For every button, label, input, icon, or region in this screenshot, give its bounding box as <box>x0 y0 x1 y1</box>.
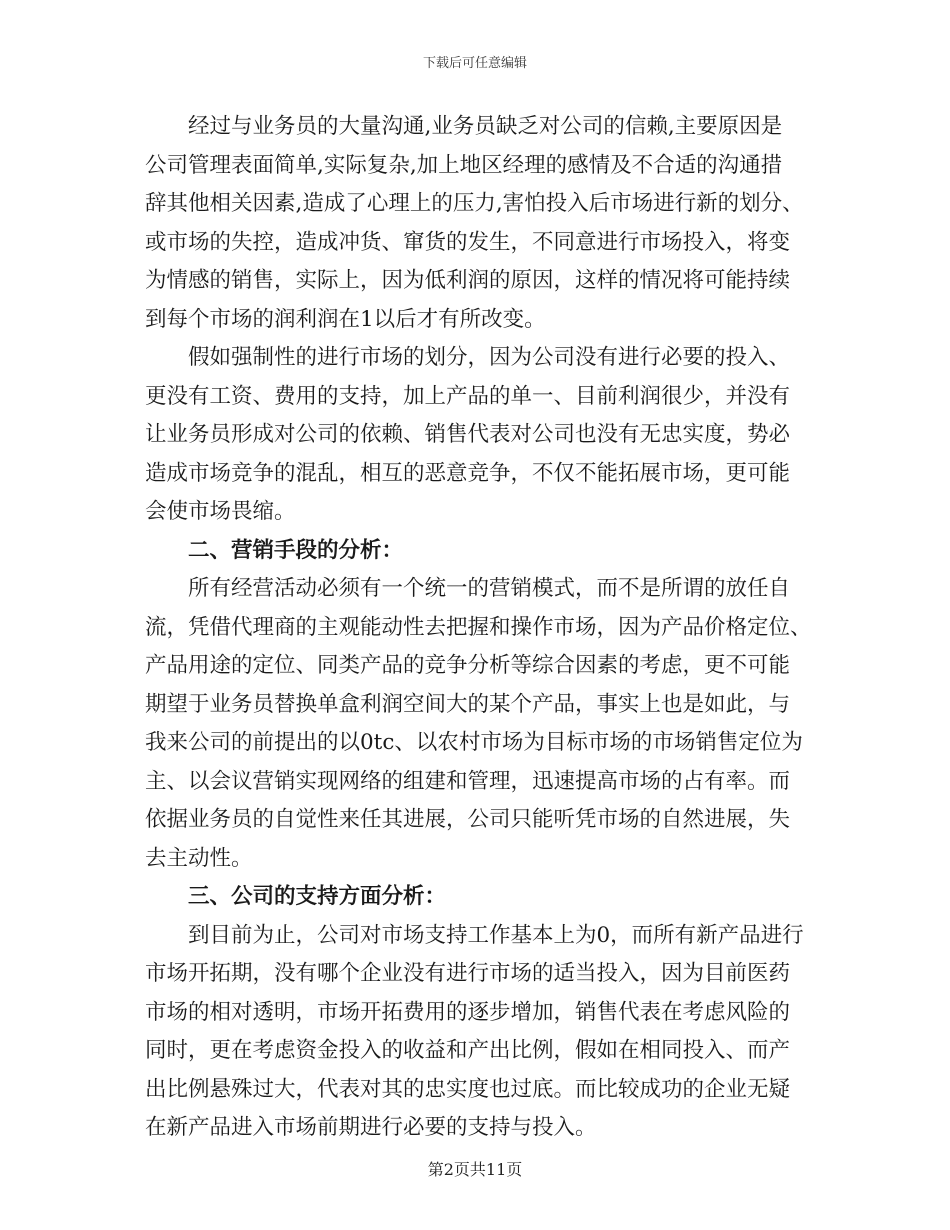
paragraph-line: 主、以会议营销实现网络的组建和管理，迅速提高市场的占有率。而 <box>145 768 791 794</box>
paragraph-line: 我来公司的前提出的以0tc、以农村市场为目标市场的市场销售定位为 <box>145 730 803 755</box>
page-header: 下载后可任意编辑 <box>422 56 527 71</box>
document-body <box>145 108 815 1148</box>
paragraph-line: 让业务员形成对公司的依赖、销售代表对公司也没有无忠实度，势必 <box>145 422 791 447</box>
paragraph-line: 到目前为止，公司对市场支持工作基本上为0，而所有新产品进行 <box>188 922 804 948</box>
paragraph-line: 市场的相对透明，市场开拓费用的逐步增加，销售代表在考虑风险的 <box>145 999 791 1025</box>
paragraph-line: 造成市场竞争的混乱，相互的恶意竞争，不仅不能拓展市场，更可能 <box>145 460 791 486</box>
paragraph-line: 公司管理表面简单,实际复杂,加上地区经理的感情及不合适的沟通措 <box>145 152 783 178</box>
paragraph-line: 为情感的销售，实际上，因为低利润的原因，这样的情况将可能持续 <box>145 268 791 293</box>
paragraph-line: 出比例悬殊过大，代表对其的忠实度也过底。而比较成功的企业无疑 <box>145 1076 791 1102</box>
paragraph-line: 更没有工资、费用的支持，加上产品的单一、目前利润很少，并没有 <box>145 383 791 409</box>
paragraph-line: 辞其他相关因素,造成了心理上的压力,害怕投入后市场进行新的划分、 <box>145 191 804 216</box>
paragraph-line: 依据业务员的自觉性来任其进展，公司只能听凭市场的自然进展，失 <box>145 807 791 832</box>
paragraph-line: 期望于业务员替换单盒利润空间大的某个产品，事实上也是如此，与 <box>145 691 791 717</box>
section-heading: 三、公司的支持方面分析： <box>188 884 447 909</box>
paragraph-line: 市场开拓期，没有哪个企业没有进行市场的适当投入，因为目前医药 <box>145 961 791 986</box>
paragraph-line: 经过与业务员的大量沟通,业务员缺乏对公司的信赖,主要原因是 <box>188 114 783 139</box>
paragraph-line: 产品用途的定位、同类产品的竞争分析等综合因素的考虑，更不可能 <box>145 653 791 678</box>
paragraph-line: 所有经营活动必须有一个统一的营销模式，而不是所谓的放任自 <box>188 576 791 601</box>
paragraph-line: 或市场的失控，造成冲货、窜货的发生，不同意进行市场投入，将变 <box>145 229 791 255</box>
paragraph-line: 在新产品进入市场前期进行必要的支持与投入。 <box>145 1115 597 1140</box>
paragraph-line: 到每个市场的润利润在1以后才有所改变。 <box>145 306 546 332</box>
paragraph-line: 同时，更在考虑资金投入的收益和产出比例，假如在相同投入、而产 <box>145 1038 791 1063</box>
paragraph-line: 去主动性。 <box>145 845 253 871</box>
paragraph-line: 会使市场畏缩。 <box>145 499 296 524</box>
paragraph-line: 流，凭借代理商的主观能动性去把握和操作市场，因为产品价格定位、 <box>145 614 812 640</box>
page-footer: 第2页共11页 <box>427 1160 523 1179</box>
paragraph-line: 假如强制性的进行市场的划分，因为公司没有进行必要的投入、 <box>188 345 791 370</box>
section-heading: 二、营销手段的分析： <box>188 537 404 563</box>
